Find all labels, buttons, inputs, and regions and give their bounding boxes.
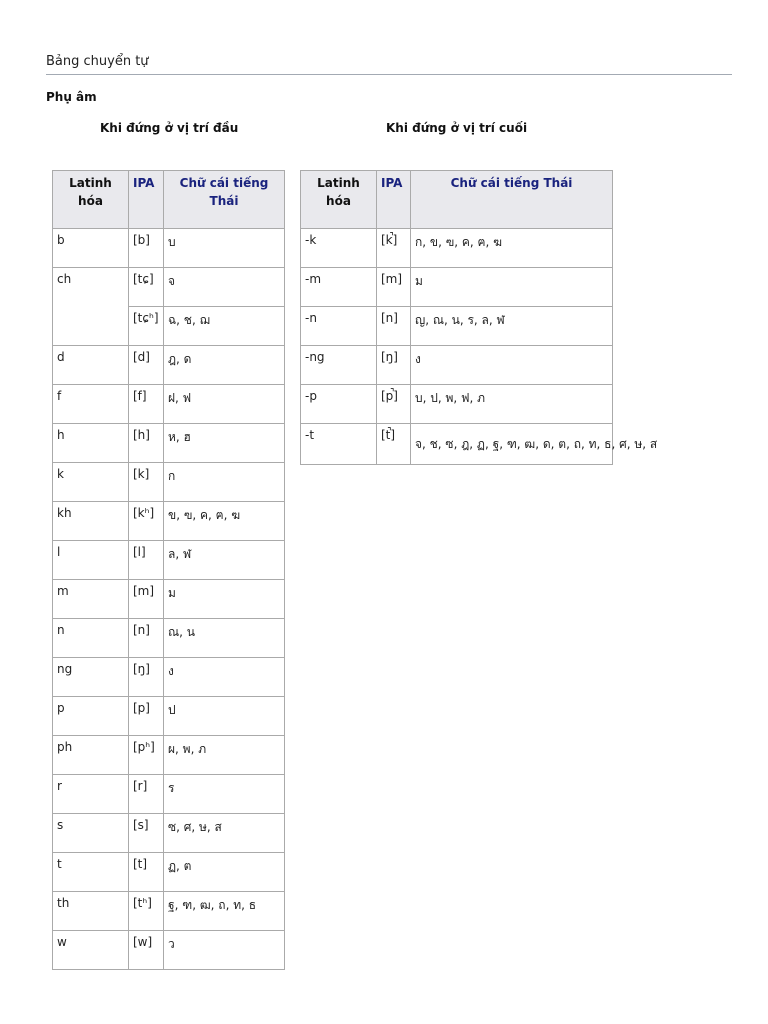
table-row <box>53 892 285 931</box>
cell-thai: ก, ข, ฃ, ค, ฅ, ฆ <box>411 229 613 268</box>
table-row <box>53 658 285 697</box>
table-row <box>53 853 285 892</box>
table-row <box>301 229 613 268</box>
cell-ipa: [m] <box>129 580 164 619</box>
title-divider <box>46 74 732 75</box>
cell-ipa: [m] <box>377 268 411 307</box>
header-ipa: IPA <box>129 171 164 229</box>
cell-thai: ม <box>164 580 285 619</box>
cell-latin: f <box>53 385 129 424</box>
table-row <box>301 424 613 465</box>
cell-thai: ฝ, ฟ <box>164 385 285 424</box>
cell-latin: p <box>53 697 129 736</box>
header-latin: Latinh hóa <box>301 171 377 229</box>
cell-thai: บ, ป, พ, ฟ, ภ <box>411 385 613 424</box>
cell-latin: -k <box>301 229 377 268</box>
cell-ipa: [b] <box>129 229 164 268</box>
cell-latin: w <box>53 931 129 970</box>
table-row <box>53 385 285 424</box>
cell-latin: h <box>53 424 129 463</box>
header-thai: Chữ cái tiếng Thái <box>411 171 613 229</box>
cell-latin: th <box>53 892 129 931</box>
header-thai: Chữ cái tiếng Thái <box>164 171 285 229</box>
cell-thai: ผ, พ, ภ <box>164 736 285 775</box>
cell-ipa: [l] <box>129 541 164 580</box>
cell-ipa: [ŋ] <box>377 346 411 385</box>
cell-thai: ม <box>411 268 613 307</box>
cell-thai: ว <box>164 931 285 970</box>
cell-thai: ล, ฬ <box>164 541 285 580</box>
header-ipa: IPA <box>377 171 411 229</box>
cell-latin: l <box>53 541 129 580</box>
cell-thai: ฎ, ด <box>164 346 285 385</box>
cell-latin: m <box>53 580 129 619</box>
cell-thai: ฐ, ฑ, ฒ, ถ, ท, ธ <box>164 892 285 931</box>
cell-ipa: [n] <box>129 619 164 658</box>
cell-thai: ณ, น <box>164 619 285 658</box>
cell-latin: d <box>53 346 129 385</box>
cell-ipa: [t] <box>129 853 164 892</box>
cell-latin: -p <box>301 385 377 424</box>
cell-ipa: [w] <box>129 931 164 970</box>
table-header-row <box>53 171 285 229</box>
initial-caption: Khi đứng ở vị trí đầu <box>100 121 239 135</box>
cell-ipa: [r] <box>129 775 164 814</box>
table-row <box>53 346 285 385</box>
section-heading: Phụ âm <box>46 90 97 104</box>
cell-thai: ญ, ณ, น, ร, ล, ฬ <box>411 307 613 346</box>
cell-latin: n <box>53 619 129 658</box>
table-row <box>301 385 613 424</box>
cell-ipa: [f] <box>129 385 164 424</box>
cell-thai: จ <box>164 268 285 307</box>
cell-latin: b <box>53 229 129 268</box>
cell-latin: r <box>53 775 129 814</box>
cell-thai: ง <box>411 346 613 385</box>
cell-latin: ng <box>53 658 129 697</box>
cell-latin: k <box>53 463 129 502</box>
table-row <box>53 502 285 541</box>
table-header-row <box>301 171 613 229</box>
cell-thai: ป <box>164 697 285 736</box>
cell-latin: ph <box>53 736 129 775</box>
cell-latin: t <box>53 853 129 892</box>
cell-ipa: [s] <box>129 814 164 853</box>
final-consonant-table <box>300 170 658 465</box>
cell-ipa: [pʰ] <box>129 736 164 775</box>
cell-thai: จ, ช, ซ, ฎ, ฏ, ฐ, ฑ, ฒ, ด, ต, ถ, ท, ธ, ศ, ษ, ส <box>411 424 613 465</box>
initial-consonant-table <box>52 170 285 970</box>
table-row <box>53 775 285 814</box>
cell-ipa: [p̚] <box>377 385 411 424</box>
table-row <box>53 229 285 268</box>
cell-latin: s <box>53 814 129 853</box>
table-row <box>53 697 285 736</box>
table-row <box>53 463 285 502</box>
table-row <box>53 424 285 463</box>
cell-latin: -m <box>301 268 377 307</box>
cell-thai: ห, ฮ <box>164 424 285 463</box>
table-row <box>53 931 285 970</box>
cell-ipa: [p] <box>129 697 164 736</box>
cell-latin: -n <box>301 307 377 346</box>
cell-thai: ฏ, ต <box>164 853 285 892</box>
cell-ipa: [k] <box>129 463 164 502</box>
cell-ipa: [kʰ] <box>129 502 164 541</box>
cell-latin: -t <box>301 424 377 465</box>
cell-thai: ร <box>164 775 285 814</box>
cell-latin: -ng <box>301 346 377 385</box>
table-row <box>53 268 285 307</box>
cell-ipa: [tɕ] <box>129 268 164 307</box>
cell-ipa: [k̚] <box>377 229 411 268</box>
cell-ipa: [n] <box>377 307 411 346</box>
table-row <box>301 307 613 346</box>
cell-ipa: [t̚] <box>377 424 411 465</box>
cell-ipa: [tʰ] <box>129 892 164 931</box>
cell-thai: ก <box>164 463 285 502</box>
cell-ipa: [tɕʰ] <box>129 307 164 346</box>
table-row <box>53 580 285 619</box>
table-row <box>53 736 285 775</box>
table-row <box>53 814 285 853</box>
table-row <box>53 541 285 580</box>
cell-ipa: [h] <box>129 424 164 463</box>
cell-thai: ข, ฃ, ค, ฅ, ฆ <box>164 502 285 541</box>
cell-thai: ซ, ศ, ษ, ส <box>164 814 285 853</box>
header-latin: Latinh hóa <box>53 171 129 229</box>
table-row <box>301 346 613 385</box>
table-row <box>53 619 285 658</box>
table-row <box>301 268 613 307</box>
final-caption: Khi đứng ở vị trí cuối <box>386 121 528 135</box>
cell-ipa: [d] <box>129 346 164 385</box>
cell-latin: kh <box>53 502 129 541</box>
cell-thai: บ <box>164 229 285 268</box>
page-title: Bảng chuyển tự <box>46 54 149 69</box>
cell-ipa: [ŋ] <box>129 658 164 697</box>
cell-thai: ง <box>164 658 285 697</box>
cell-thai: ฉ, ช, ฌ <box>164 307 285 346</box>
cell-latin: ch <box>53 268 129 346</box>
